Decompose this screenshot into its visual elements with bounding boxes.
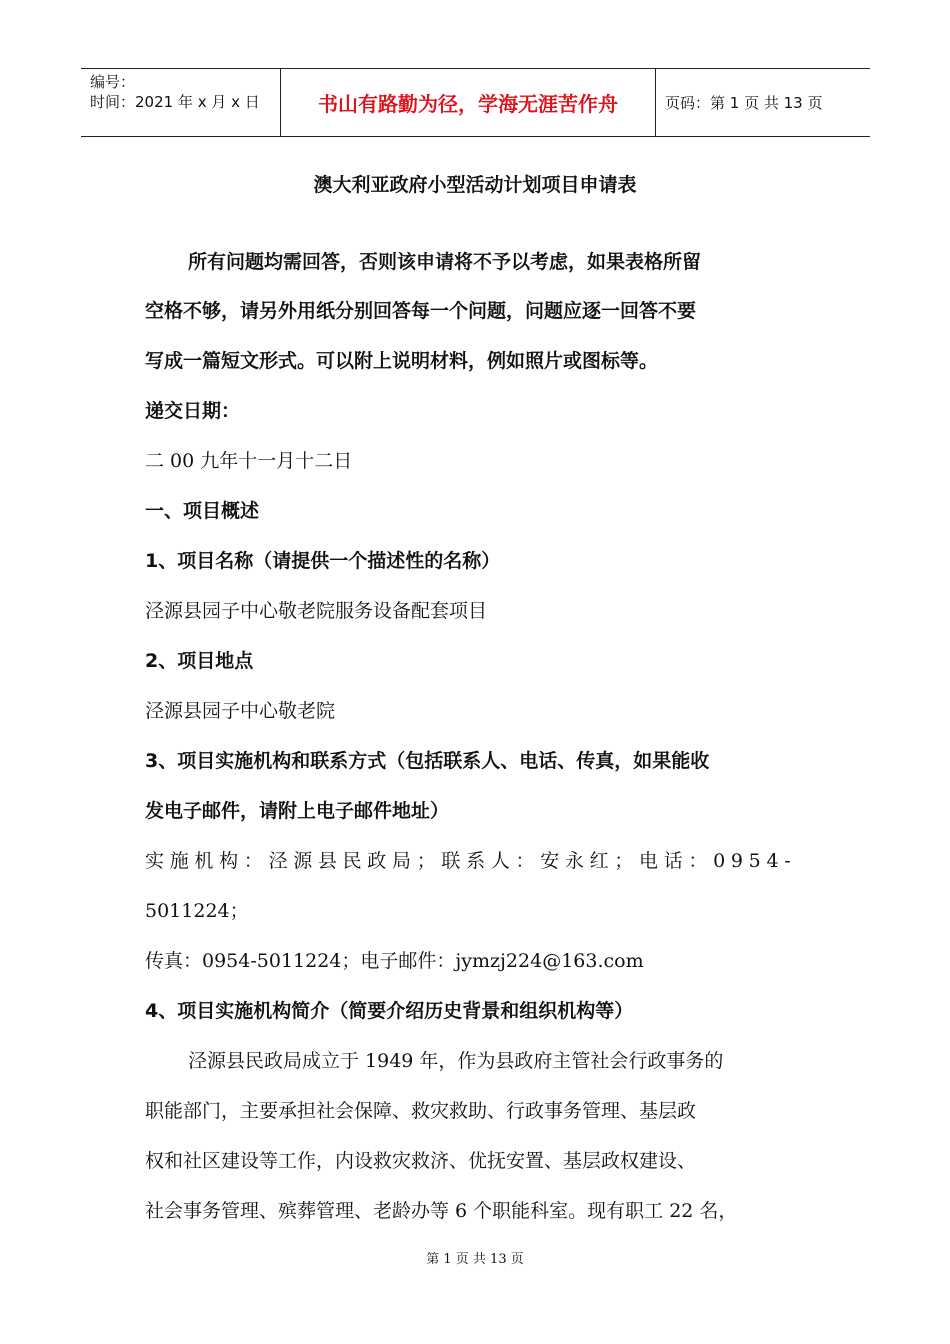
question-contact-line-2: 发电子邮件，请附上电子邮件地址） (145, 800, 450, 822)
question-org-intro: 4、项目实施机构简介（简要介绍历史背景和组织机构等） (145, 1000, 634, 1022)
document-title: 澳大利亚政府小型活动计划项目申请表 (313, 174, 637, 196)
page-footer: 第 1 页 共 13 页 (426, 1252, 524, 1267)
question-project-location: 2、项目地点 (145, 650, 254, 672)
time-label: 时间：2021 年 x 月 x 日 (90, 93, 260, 111)
org-intro-line-1: 泾源县民政局成立于 1949 年，作为县政府主管社会行政事务的 (188, 1050, 724, 1072)
submit-date-value: 二 00 九年十一月十二日 (145, 450, 353, 472)
question-contact-line-1: 3、项目实施机构和联系方式（包括联系人、电话、传真，如果能收 (145, 750, 710, 772)
motto: 书山有路勤为径，学海无涯苦作舟 (281, 69, 656, 136)
answer-contact-line-1: 实施机构：泾源县民政局；联系人：安永红；电话：0954- (145, 850, 797, 872)
answer-contact-line-2: 5011224； (145, 900, 249, 922)
header-left-cell (81, 69, 281, 136)
number-label: 编号： (90, 73, 136, 91)
intro-line-2: 空格不够，请另外用纸分别回答每一个问题，问题应逐一回答不要 (145, 300, 697, 322)
intro-line-3: 写成一篇短文形式。可以附上说明材料，例如照片或图标等。 (145, 350, 659, 372)
intro-line-1: 所有问题均需回答，否则该申请将不予以考虑，如果表格所留 (188, 251, 702, 273)
org-intro-line-3: 权和社区建设等工作，内设救灾救济、优抚安置、基层政权建设、 (145, 1150, 697, 1172)
header-table (81, 68, 870, 137)
question-project-name: 1、项目名称（请提供一个描述性的名称） (145, 550, 501, 572)
answer-project-name: 泾源县园子中心敬老院服务设备配套项目 (145, 600, 488, 622)
org-intro-line-4: 社会事务管理、殡葬管理、老龄办等 6 个职能科室。现有职工 22 名， (145, 1200, 738, 1222)
org-intro-line-2: 职能部门，主要承担社会保障、救灾救助、行政事务管理、基层政 (145, 1100, 697, 1122)
answer-fax-email: 传真：0954-5011224；电子邮件：jymzj224@163.com (145, 950, 644, 972)
submit-date-label: 递交日期： (145, 400, 241, 422)
answer-project-location: 泾源县园子中心敬老院 (145, 700, 336, 722)
page-info: 页码：第 1 页 共 13 页 (665, 94, 823, 112)
section-heading-overview: 一、项目概述 (145, 500, 260, 522)
